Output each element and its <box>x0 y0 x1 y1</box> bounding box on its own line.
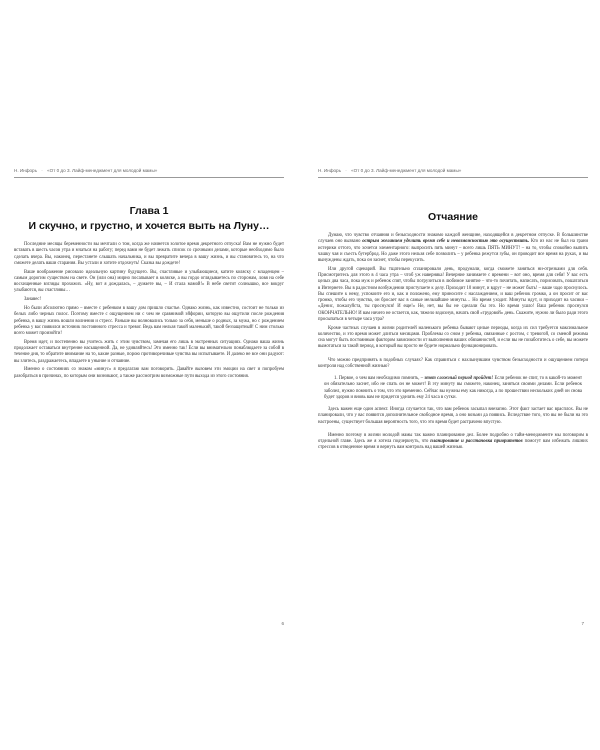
paragraph: Кроме частных случаев в жизни родителей маленького ребенка бывают целые периоды, когда их сил требуется максимальное количество, и это время может длиться месяцами. Проблемы со сном у ребенка, связанные с ростом, с тревогой, со сменой режима сна могут быть постоянным фактором зависимости от выполнения ваших обязанностей, и если вы не позаботитесь о себе, вы можете вымотаться за такой период, в который вы просто не будете нормально функционировать. <box>318 325 588 350</box>
right-body-text <box>318 233 588 370</box>
left-page <box>14 168 284 736</box>
chapter-title: И скучно, и грустно, и хочется выть на Луну… <box>28 220 270 232</box>
paragraph: Именно о состояниях со знаком «минус» я предлагаю вам поговорить. Давайте вызовем эти эмоции на свет и попробуем разобраться в причинах, по которым они возникают, а также рассмотрим возможные пути выхода из этого состояния. <box>14 367 284 379</box>
emphasis-text: и невозможностью это осуществить. <box>446 239 530 245</box>
emphasis-text: планирование и расстановка приоритетов <box>430 439 523 445</box>
header-book-title: «От 0 до 3. Лайф-менеджмент для молодой мамы» <box>351 168 462 173</box>
left-body-text <box>14 242 284 380</box>
paragraph-text: Именно поэтому в жизни молодой мамы так важно планирование дел. Более подробно о тайм-менеджменте мы поговорим в отдельной главе. Здесь же я хотела подчеркнуть, что <box>318 432 588 445</box>
paragraph: Но были абсолютно прямо – вместе с ребенком в вашу дом пришло счастье. Однако жизнь, как известно, состоит не только из белых либо черных полос. Поэтому вместе с ощущением ни с чем не сравнимой эйфории, которую вы ощутили после рождения ребенка, в вашу жизнь вошли волнения и стресс. Раньше вы волновались только за себя, меньше о родных, за мужа, но с рождением ребенка у вас появился источник постоянного стресса и тревог. Ведь вам нельзя такой маленький, такой беззащитный! С ним столько всего может произойти! <box>14 306 284 337</box>
paragraph: Что можно предпринять в подобных случаях? Как справиться с нахлынувшим чувством безысходности и ощущением потери контроля над собственной жизнью? <box>318 357 588 369</box>
paragraph: Ваше воображение рисовало идеальную картину будущего. Вы, счастливые и улыбающиеся, катите коляску с младенцем – самым дорогим существом на свете. Он (или она) мирно посапывает в коляске, а вы гордо оглядываетесь по сторонам, ловя на себе восхищенные взгляды прохожих. «Ну, вот я дождалась, – думаете вы, – И стала мамой!» В небе светит солнышко, все вокруг улыбаются, вы счастливы… <box>14 269 284 294</box>
numbered-point <box>324 376 582 401</box>
paragraph: Время идет, и постепенно вы учитесь жить с этим чувством, замечая его лишь в экстренных ситуациях. Однако ваша жизнь продолжает оставаться внутренне насыщенной. Да, не удивляйтесь! Это именно так! Если вы внимательно понаблюдаете за собой в течение дня, то обратите внимание на то, какие разные, порою противоречивые чувства вы испытываете. И далеко не все они радуют: вы злитесь, раздражаетесь, впадаете в уныние и отчаяние. <box>14 339 284 364</box>
right-page <box>318 168 588 736</box>
header-separator: · <box>41 168 43 173</box>
list-item-text: Если ребенок не спит, то в какой-то момент он обязательно заснет, ибо не спать он не может! В эту минуту вы сможете, наконец, заняться своими делами. Если ребенок заболел, нужно помнить о том, что это временно. Сейчас вы нужны ему как никогда, а по прошествии нескольких дней он снова будет здоров и вновь вам не придется уделять ему 24 часа в сутки. <box>324 376 583 400</box>
paragraph: Занавес! <box>24 297 42 303</box>
paragraph: Или другой сценарий. Вы тщательно спланировали день, продумали, когда сможете заняться ни-отрезками для себя. Присмотритесь для этого в 4 часа утра – чтоб уж наверняка! Вечерние занимаете с времени – вот оно, время для себя! У вас есть целых два часа, пока муж и ребенок спят, чтобы погрузиться в любимое занятие – что-то почитать, написать, порисовать, пошататься в Интернете. Вы в радостном возбуждении приступаете к делу. Проходит 10 минут, и вдруг – не может быть! – ваше чадо проснулось. Вы спешите к нему, успокоите его и, как и положено, ему приносите с наслаждением, и ваш ребенок громко, а он просит от вас громко, чтобы его чувства, он бросает вас в самые мельчайшие минуты… Но время уходит. Минуты идут, и приходит на часики – «Денис, пожалуйста, ты проснулся! И еще!» Не, нет, вы бы не сделали бы это. Но время ушло! Ваш ребенок проснулся ОКОНЧАТЕЛЬНО! И вам ничего не остается, как, тяжело вздохнув, начать свой «трудовой» день. Скажите, нужно ли было ради этого просыпаться в четыре часа утра? <box>318 266 588 322</box>
running-header <box>318 168 588 178</box>
page-number: 6 <box>281 621 284 626</box>
emphasis-text: этот сложный период пройдет! <box>424 376 494 382</box>
header-book-title: «От 0 до 3. Лайф-менеджмент для молодой мамы» <box>47 168 158 173</box>
running-header <box>14 168 284 178</box>
paragraph <box>318 233 588 264</box>
paragraph: Последние месяцы беременности вы мечтали о том, когда же начнется золотое время декретного отпуска! Вам не нужно будет вставать в шесть часов утра и мчаться на работу; перед вами не будет лежать список со срочными делами, которые необходимо было сделать вчера. Вы, наконец, перестанете слышать начальника, и вы превратите вечера в вашу жизнь, и вы становитесь то, на что сможете делать ваши старания. Вы устали и хотите отдохнуть! Сказка вы дождете! <box>14 242 284 266</box>
emphasis-text: острым желанием уделить время себе <box>362 239 446 245</box>
paragraph-text: Думаю, что чувство отчаяния и безысходности знакомо каждой женщине, находящейся в декретном отпуске. В большинстве случаев оно вызвано <box>318 233 588 245</box>
paragraph <box>318 433 588 452</box>
header-separator: · <box>345 168 347 173</box>
section-title: Отчаяние <box>427 211 478 223</box>
chapter-label: Глава 1 <box>129 205 169 217</box>
paragraph-text: Кто из нас не был на грани истерики оттого, что хочется элементарного: выпросить пять минут – всего лишь ПЯТЬ МИНУТ! – на то, чтобы спокойно выпить чашку чая и съесть бутерброд. Но даже этого нельзя себе позволить – у ребенка режутся зубы, он проводит все время на руках, и вы вынуждены ждать, пока он заснет, чтобы перекусить. <box>318 239 588 263</box>
right-closing-text <box>318 407 588 452</box>
paragraph: Здесь важен еще один аспект. Иногда случается так, что вам ребенок засыпал внезапно. Этот факт застает вас врасплох. Вы не планировали, что у вас появится дополнительное свободное время, а оно возьми да появись. Вследствие того, что вы не были на это настроены, существует большая вероятность того, что это время будет растрачено впустую. <box>318 407 588 425</box>
list-item-lead: 1. Первое, о чем вам необходимо помнить, – <box>334 376 424 382</box>
header-author: Н. Инфорь <box>318 168 341 173</box>
list-item <box>324 376 582 401</box>
header-author: Н. Инфорь <box>14 168 37 173</box>
page-number: 7 <box>581 621 584 626</box>
paragraph-text: помогут вам избежать лишних стрессов в отведенное время и вернуть вам контроль над вашей жизнью. <box>318 439 588 451</box>
